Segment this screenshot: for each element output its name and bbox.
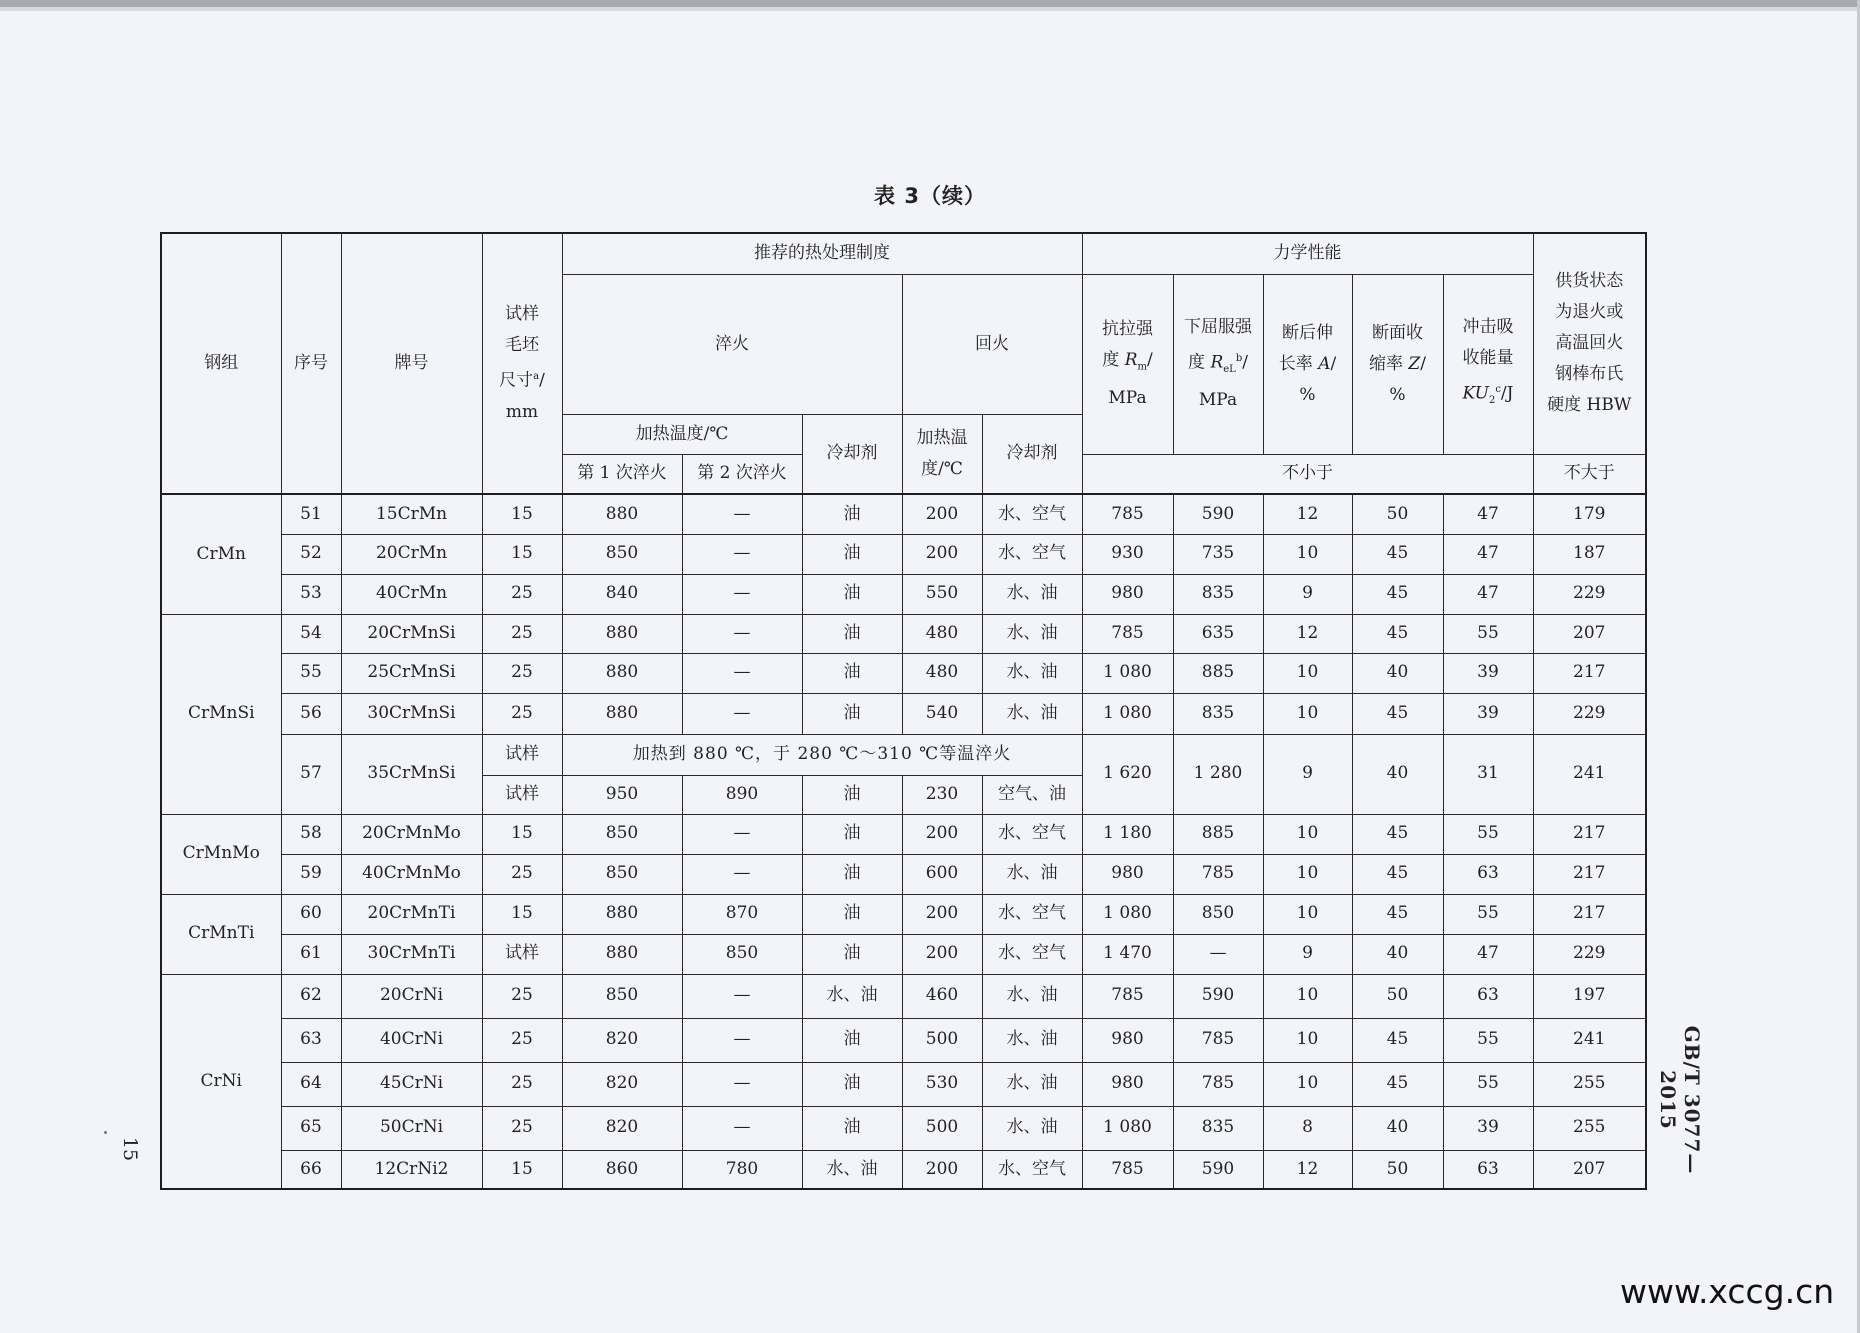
header-seq-no: 序号: [281, 233, 341, 494]
grade-cell: 25CrMnSi: [341, 653, 482, 693]
grade-cell: 20CrNi: [341, 974, 482, 1018]
ku-cell: 63: [1443, 854, 1533, 894]
table-title: 表 3（续）: [874, 184, 986, 208]
ku-cell: 55: [1443, 1018, 1533, 1062]
hbw-cell: 229: [1533, 693, 1646, 734]
qc-cell: 油: [802, 653, 902, 693]
steel-properties-table: [160, 232, 1647, 1190]
grade-cell: 45CrNi: [341, 1062, 482, 1106]
rm-cell: 1 080: [1082, 693, 1173, 734]
rel-cell: 850: [1173, 894, 1263, 934]
q1-cell: 880: [562, 653, 682, 693]
rel-cell: 590: [1173, 974, 1263, 1018]
seq-cell: 54: [281, 614, 341, 653]
header-first-quench: 第 1 次淬火: [562, 454, 682, 494]
tt-cell: 480: [902, 614, 982, 653]
rel-cell: 785: [1173, 854, 1263, 894]
size-cell: 15: [482, 1150, 562, 1189]
q2-cell: —: [682, 974, 802, 1018]
hbw-cell: 187: [1533, 534, 1646, 574]
z-cell: 40: [1352, 934, 1443, 974]
q1-cell: 820: [562, 1018, 682, 1062]
tt-cell: 200: [902, 894, 982, 934]
qc-cell: 油: [802, 775, 902, 814]
rel-cell: 785: [1173, 1018, 1263, 1062]
size-cell: 25: [482, 974, 562, 1018]
tc-cell: 水、空气: [982, 1150, 1082, 1189]
grade-cell: 12CrNi2: [341, 1150, 482, 1189]
ku-cell: 47: [1443, 574, 1533, 614]
grade-cell: 35CrMnSi: [341, 734, 482, 814]
tc-cell: 水、油: [982, 574, 1082, 614]
qc-cell: 油: [802, 494, 902, 534]
table-row: [161, 1062, 1646, 1106]
q2-cell: —: [682, 814, 802, 854]
tt-cell: 530: [902, 1062, 982, 1106]
z-cell: 45: [1352, 693, 1443, 734]
ku-cell: 55: [1443, 1062, 1533, 1106]
header-temper-coolant: 冷却剂: [982, 414, 1082, 494]
tt-cell: 200: [902, 494, 982, 534]
qc-cell: 油: [802, 1106, 902, 1150]
size-cell: 试样: [482, 934, 562, 974]
q2-cell: 870: [682, 894, 802, 934]
q2-cell: —: [682, 854, 802, 894]
seq-cell: 51: [281, 494, 341, 534]
qc-cell: 油: [802, 1062, 902, 1106]
steel-group-cell: CrMn: [161, 494, 281, 614]
tt-cell: 200: [902, 934, 982, 974]
a-cell: 10: [1263, 814, 1352, 854]
tc-cell: 水、油: [982, 653, 1082, 693]
size-cell: 25: [482, 1062, 562, 1106]
tc-cell: 水、油: [982, 854, 1082, 894]
table-row: [161, 814, 1646, 854]
hbw-cell: 241: [1533, 1018, 1646, 1062]
header-heating-temp: 加热温度/℃: [562, 414, 802, 454]
size-cell: 15: [482, 894, 562, 934]
q2-cell: —: [682, 693, 802, 734]
hbw-cell: 229: [1533, 934, 1646, 974]
a-cell: 10: [1263, 693, 1352, 734]
table-row: [161, 534, 1646, 574]
q1-cell: 950: [562, 775, 682, 814]
hbw-cell: 217: [1533, 814, 1646, 854]
hbw-cell: 217: [1533, 653, 1646, 693]
hbw-cell: 197: [1533, 974, 1646, 1018]
header-reduction-of-area: 断面收 缩率 Z/ %: [1352, 274, 1443, 454]
grade-cell: 20CrMnTi: [341, 894, 482, 934]
rm-cell: 980: [1082, 854, 1173, 894]
q2-cell: —: [682, 534, 802, 574]
ku-cell: 47: [1443, 494, 1533, 534]
hbw-cell: 179: [1533, 494, 1646, 534]
qc-cell: 油: [802, 854, 902, 894]
q2-cell: 890: [682, 775, 802, 814]
rel-cell: 785: [1173, 1062, 1263, 1106]
a-cell: 10: [1263, 1062, 1352, 1106]
size-cell: 25: [482, 693, 562, 734]
ku-cell: 55: [1443, 614, 1533, 653]
table-row: [161, 614, 1646, 653]
z-cell: 45: [1352, 854, 1443, 894]
rel-cell: 635: [1173, 614, 1263, 653]
isothermal-quench-note: 加热到 880 ℃，于 280 ℃～310 ℃等温淬火: [562, 734, 1082, 775]
q1-cell: 820: [562, 1106, 682, 1150]
site-watermark: www.xccg.cn: [1620, 1272, 1835, 1311]
rel-cell: 590: [1173, 1150, 1263, 1189]
header-mechanical-properties: 力学性能: [1082, 233, 1533, 274]
rm-cell: 1 620: [1082, 734, 1173, 814]
seq-cell: 61: [281, 934, 341, 974]
tt-cell: 500: [902, 1106, 982, 1150]
size-cell: 25: [482, 614, 562, 653]
tt-cell: 200: [902, 814, 982, 854]
grade-cell: 20CrMn: [341, 534, 482, 574]
steel-group-cell: CrMnSi: [161, 614, 281, 814]
tt-cell: 200: [902, 534, 982, 574]
z-cell: 40: [1352, 1106, 1443, 1150]
tc-cell: 水、油: [982, 1062, 1082, 1106]
rel-cell: 735: [1173, 534, 1263, 574]
q1-cell: 880: [562, 494, 682, 534]
size-cell: 15: [482, 814, 562, 854]
hbw-cell: 255: [1533, 1106, 1646, 1150]
size-cell: 15: [482, 534, 562, 574]
q2-cell: —: [682, 1018, 802, 1062]
a-cell: 12: [1263, 494, 1352, 534]
table-header: [161, 233, 1646, 494]
header-quench-coolant: 冷却剂: [802, 414, 902, 494]
seq-cell: 56: [281, 693, 341, 734]
header-not-less-than: 不小于: [1082, 454, 1533, 494]
qc-cell: 油: [802, 934, 902, 974]
hbw-cell: 229: [1533, 574, 1646, 614]
seq-cell: 53: [281, 574, 341, 614]
grade-cell: 30CrMnTi: [341, 934, 482, 974]
rel-cell: 835: [1173, 574, 1263, 614]
a-cell: 10: [1263, 974, 1352, 1018]
tt-cell: 540: [902, 693, 982, 734]
q2-cell: —: [682, 494, 802, 534]
z-cell: 50: [1352, 1150, 1443, 1189]
qc-cell: 油: [802, 614, 902, 653]
size-cell: 25: [482, 653, 562, 693]
size-cell: 15: [482, 494, 562, 534]
q1-cell: 860: [562, 1150, 682, 1189]
rm-cell: 1 470: [1082, 934, 1173, 974]
steel-group-cell: CrMnTi: [161, 894, 281, 974]
z-cell: 40: [1352, 653, 1443, 693]
steel-group-cell: CrMnMo: [161, 814, 281, 894]
ku-cell: 39: [1443, 1106, 1533, 1150]
header-temper-heating: 加热温 度/℃: [902, 414, 982, 494]
a-cell: 8: [1263, 1106, 1352, 1150]
header-blank-size: 试样 毛坯 尺寸$^a$/ mm: [482, 233, 562, 494]
rm-cell: 930: [1082, 534, 1173, 574]
header-rel: 下屈服强 度 $R_{eL}^b/$ MPa: [1173, 274, 1263, 454]
hbw-cell: 241: [1533, 734, 1646, 814]
q1-cell: 850: [562, 534, 682, 574]
q1-cell: 880: [562, 894, 682, 934]
rm-cell: 785: [1082, 974, 1173, 1018]
seq-cell: 60: [281, 894, 341, 934]
q2-cell: —: [682, 1062, 802, 1106]
ku-cell: 47: [1443, 934, 1533, 974]
seq-cell: 62: [281, 974, 341, 1018]
seq-cell: 59: [281, 854, 341, 894]
seq-cell: 64: [281, 1062, 341, 1106]
q2-cell: —: [682, 1106, 802, 1150]
size-cell: 25: [482, 1106, 562, 1150]
z-cell: 50: [1352, 974, 1443, 1018]
qc-cell: 油: [802, 574, 902, 614]
grade-cell: 40CrMn: [341, 574, 482, 614]
hbw-cell: 255: [1533, 1062, 1646, 1106]
header-grade: 牌号: [341, 233, 482, 494]
rm-cell: 980: [1082, 1018, 1173, 1062]
ku-cell: 63: [1443, 1150, 1533, 1189]
tc-cell: 水、油: [982, 1018, 1082, 1062]
header-tempering: 回火: [902, 274, 1082, 414]
tt-cell: 460: [902, 974, 982, 1018]
ku-cell: 39: [1443, 653, 1533, 693]
table-row: [161, 894, 1646, 934]
table-row: [161, 854, 1646, 894]
rm-cell: 785: [1082, 1150, 1173, 1189]
steel-group-cell: CrNi: [161, 974, 281, 1189]
tc-cell: 水、油: [982, 1106, 1082, 1150]
hbw-cell: 217: [1533, 894, 1646, 934]
rm-cell: 785: [1082, 614, 1173, 653]
tc-cell: 水、油: [982, 693, 1082, 734]
tc-cell: 水、空气: [982, 894, 1082, 934]
tc-cell: 水、油: [982, 614, 1082, 653]
tt-cell: 600: [902, 854, 982, 894]
grade-cell: 20CrMnSi: [341, 614, 482, 653]
header-heat-treatment: 推荐的热处理制度: [562, 233, 1082, 274]
table-row: [161, 1018, 1646, 1062]
q1-cell: 850: [562, 854, 682, 894]
qc-cell: 油: [802, 693, 902, 734]
qc-cell: 油: [802, 814, 902, 854]
tc-cell: 水、空气: [982, 494, 1082, 534]
hbw-cell: 207: [1533, 614, 1646, 653]
table-row: [161, 1106, 1646, 1150]
table-row: [161, 1150, 1646, 1189]
q1-cell: 880: [562, 693, 682, 734]
tc-cell: 水、空气: [982, 534, 1082, 574]
grade-cell: 40CrNi: [341, 1018, 482, 1062]
rm-cell: 980: [1082, 1062, 1173, 1106]
a-cell: 9: [1263, 934, 1352, 974]
ku-cell: 55: [1443, 814, 1533, 854]
tc-cell: 水、空气: [982, 934, 1082, 974]
rm-cell: 1 080: [1082, 1106, 1173, 1150]
a-cell: 12: [1263, 1150, 1352, 1189]
q2-cell: 780: [682, 1150, 802, 1189]
tc-cell: 空气、油: [982, 775, 1082, 814]
q2-cell: 850: [682, 934, 802, 974]
rm-cell: 1 080: [1082, 653, 1173, 693]
grade-cell: 20CrMnMo: [341, 814, 482, 854]
a-cell: 10: [1263, 894, 1352, 934]
grade-cell: 15CrMn: [341, 494, 482, 534]
z-cell: 45: [1352, 574, 1443, 614]
rel-cell: 835: [1173, 1106, 1263, 1150]
rm-cell: 1 180: [1082, 814, 1173, 854]
hbw-cell: 207: [1533, 1150, 1646, 1189]
rm-cell: 785: [1082, 494, 1173, 534]
rm-cell: 980: [1082, 574, 1173, 614]
ku-cell: 63: [1443, 974, 1533, 1018]
rel-cell: —: [1173, 934, 1263, 974]
q1-cell: 850: [562, 814, 682, 854]
a-cell: 9: [1263, 574, 1352, 614]
a-cell: 10: [1263, 534, 1352, 574]
tt-cell: 480: [902, 653, 982, 693]
header-hbw: 供货状态 为退火或 高温回火 钢棒布氏 硬度 HBW: [1533, 233, 1646, 454]
z-cell: 45: [1352, 1018, 1443, 1062]
size-cell: 25: [482, 854, 562, 894]
z-cell: 50: [1352, 494, 1443, 534]
seq-cell: 66: [281, 1150, 341, 1189]
grade-cell: 50CrNi: [341, 1106, 482, 1150]
header-impact-energy: 冲击吸 收能量 $KU_2^c/J$: [1443, 274, 1533, 454]
standard-code: GB/T 3077—2015: [1656, 1025, 1704, 1175]
size-cell: 25: [482, 574, 562, 614]
a-cell: 10: [1263, 854, 1352, 894]
header-quenching: 淬火: [562, 274, 902, 414]
qc-cell: 油: [802, 1018, 902, 1062]
a-cell: 12: [1263, 614, 1352, 653]
qc-cell: 油: [802, 534, 902, 574]
q1-cell: 820: [562, 1062, 682, 1106]
table-row: [161, 494, 1646, 534]
tt-cell: 200: [902, 1150, 982, 1189]
tt-cell: 230: [902, 775, 982, 814]
size-cell: 25: [482, 1018, 562, 1062]
table-row: [161, 734, 1646, 775]
ku-cell: 31: [1443, 734, 1533, 814]
header-rm: 抗拉强 度 $R_m/$ MPa: [1082, 274, 1173, 454]
seq-cell: 57: [281, 734, 341, 814]
scan-top-shadow: [0, 7, 1860, 11]
grade-cell: 40CrMnMo: [341, 854, 482, 894]
qc-cell: 水、油: [802, 974, 902, 1018]
rm-cell: 1 080: [1082, 894, 1173, 934]
page-number: 15: [119, 1136, 142, 1162]
z-cell: 45: [1352, 1062, 1443, 1106]
seq-cell: 65: [281, 1106, 341, 1150]
table-row: [161, 693, 1646, 734]
tt-cell: 500: [902, 1018, 982, 1062]
q1-cell: 850: [562, 974, 682, 1018]
q1-cell: 880: [562, 934, 682, 974]
table-row: [161, 574, 1646, 614]
seq-cell: 55: [281, 653, 341, 693]
q2-cell: —: [682, 653, 802, 693]
scan-top-edge: [0, 0, 1860, 7]
rel-cell: 1 280: [1173, 734, 1263, 814]
header-second-quench: 第 2 次淬火: [682, 454, 802, 494]
a-cell: 10: [1263, 1018, 1352, 1062]
qc-cell: 油: [802, 894, 902, 934]
q2-cell: —: [682, 574, 802, 614]
a-cell: 9: [1263, 734, 1352, 814]
tt-cell: 550: [902, 574, 982, 614]
ku-cell: 55: [1443, 894, 1533, 934]
seq-cell: 63: [281, 1018, 341, 1062]
hbw-cell: 217: [1533, 854, 1646, 894]
ku-cell: 39: [1443, 693, 1533, 734]
q1-cell: 840: [562, 574, 682, 614]
seq-cell: 58: [281, 814, 341, 854]
rel-cell: 885: [1173, 653, 1263, 693]
table-row: [161, 653, 1646, 693]
table-row: [161, 974, 1646, 1018]
z-cell: 45: [1352, 534, 1443, 574]
rel-cell: 835: [1173, 693, 1263, 734]
z-cell: 45: [1352, 814, 1443, 854]
a-cell: 10: [1263, 653, 1352, 693]
ku-cell: 47: [1443, 534, 1533, 574]
scan-speck: [104, 1131, 107, 1134]
rel-cell: 590: [1173, 494, 1263, 534]
qc-cell: 水、油: [802, 1150, 902, 1189]
table-row: [161, 934, 1646, 974]
header-elongation: 断后伸 长率 A/ %: [1263, 274, 1352, 454]
z-cell: 45: [1352, 614, 1443, 653]
header-not-greater-than: 不大于: [1533, 454, 1646, 494]
z-cell: 45: [1352, 894, 1443, 934]
q1-cell: 880: [562, 614, 682, 653]
grade-cell: 30CrMnSi: [341, 693, 482, 734]
tc-cell: 水、空气: [982, 814, 1082, 854]
seq-cell: 52: [281, 534, 341, 574]
tc-cell: 水、油: [982, 974, 1082, 1018]
table-body: [161, 494, 1646, 1189]
size-cell: 试样: [482, 775, 562, 814]
size-cell: 试样: [482, 734, 562, 775]
rel-cell: 885: [1173, 814, 1263, 854]
q2-cell: —: [682, 614, 802, 653]
header-steel-group: 钢组: [161, 233, 281, 494]
z-cell: 40: [1352, 734, 1443, 814]
